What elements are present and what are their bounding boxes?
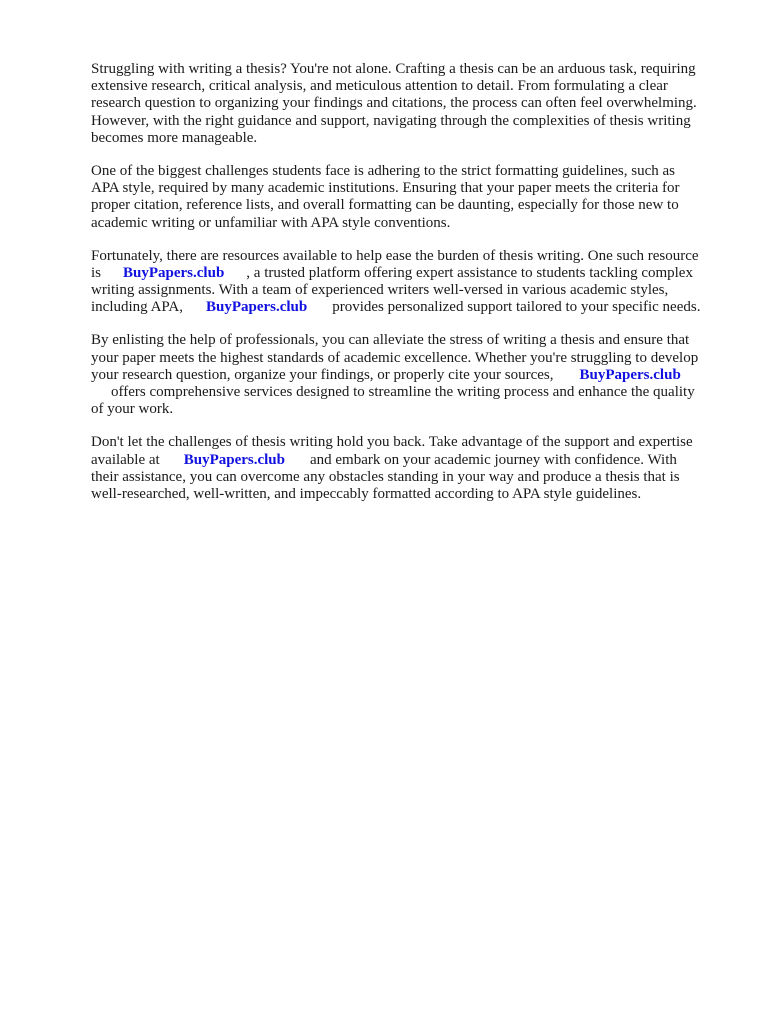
text-line: Struggling with writing a thesis? You're not alone. Crafting a thesis can be an arduous task, requiring [91,61,696,77]
text-line [91,452,731,469]
text-line: Fortunately, there are resources available to help ease the burden of thesis writing. One such resource [91,247,699,264]
text-line: extensive research, critical analysis, and meticulous attention to detail. From formulating a clear [91,78,668,95]
text-line: proper citation, reference lists, and overall formatting can be daunting, especially for those new to [91,197,679,214]
text-fragment: including APA, [91,299,183,316]
text-line: One of the biggest challenges students face is adhering to the strict formatting guidelines, such as [91,162,676,179]
text-line [91,367,731,384]
text-fragment: is [91,264,102,281]
text-line: becomes more manageable. [91,129,258,146]
text-line: well-researched, well-written, and impeccably formatted according to APA style guidelines. [91,485,642,502]
text-fragment: available at [91,451,160,468]
paragraph-challenges [91,163,731,232]
paragraph-conclusion [91,434,731,503]
text-line: their assistance, you can overcome any obstacles standing in your way and produce a thesis that is [91,468,680,485]
text-fragment: provides personalized support tailored to your specific needs. [332,299,701,316]
text-fragment: offers comprehensive services designed to streamline the writing process and enhance the quality [111,384,695,400]
paragraph-resources [91,248,731,317]
buypapers-link[interactable]: BuyPapers.club [183,451,285,468]
text-line: Don't let the challenges of thesis writing hold you back. Take advantage of the support and expertise [91,434,693,451]
text-line: your paper meets the highest standards of academic excellence. Whether you're struggling to develop [91,349,699,366]
text-line: writing assignments. With a team of experienced writers well-versed in various academic styles, [91,282,669,299]
paragraph-intro [91,61,731,147]
text-line: By enlisting the help of professionals, you can alleviate the stress of writing a thesis and ensure that [91,332,690,349]
buypapers-link[interactable]: BuyPapers.club [579,366,681,383]
text-line [91,299,731,316]
text-fragment: your research question, organize your findings, or properly cite your sources, [91,366,554,383]
document-body [91,61,731,519]
text-line [91,265,731,282]
text-fragment: and embark on your academic journey with confidence. With [309,451,677,468]
text-line [91,384,731,401]
text-line: APA style, required by many academic institutions. Ensuring that your paper meets the criteria for [91,180,680,197]
paragraph-professionals [91,332,731,418]
text-line: research question to organizing your findings and citations, the process can often feel overwhelming. [91,95,697,112]
text-line: academic writing or unfamiliar with APA style conventions. [91,214,451,231]
buypapers-link[interactable]: BuyPapers.club [205,299,308,316]
text-line: of your work. [91,401,174,418]
text-fragment: , a trusted platform offering expert assistance to students tackling complex [246,264,693,281]
text-line: However, with the right guidance and support, navigating through the complexities of thesis writing [91,112,691,129]
buypapers-link[interactable]: BuyPapers.club [123,264,225,281]
